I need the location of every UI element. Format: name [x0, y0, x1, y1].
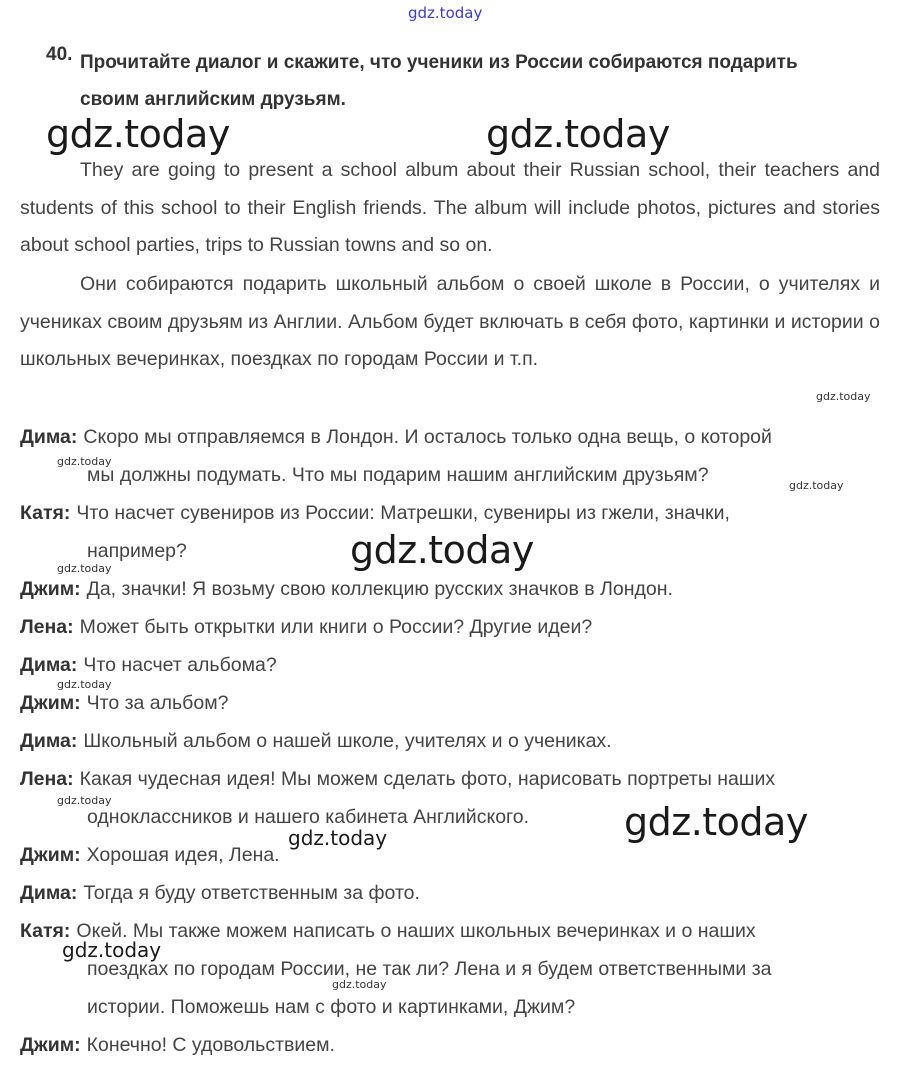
dialog-text: Школьный альбом о нашей школе, учителях и о учениках.	[83, 730, 612, 752]
dialog-text: Конечно! С удовольствием.	[86, 1034, 335, 1056]
dialog-text: например?	[87, 540, 187, 562]
watermark-small: gdz.today	[789, 479, 844, 492]
dialog-text: мы должны подумать. Что мы подарим нашим английским друзьям?	[87, 464, 709, 486]
dialog-line	[20, 418, 880, 494]
dialog-text: Может быть открытки или книги о России? Другие идеи?	[79, 616, 593, 638]
speaker-label: Дима:	[20, 882, 78, 904]
task-title: Прочитайте диалог и скажите, что ученики из России собираются подарить своим английским друзьям.	[80, 52, 798, 110]
speaker-label: Дима:	[20, 730, 78, 752]
speaker-label: Джим:	[20, 1034, 81, 1056]
speaker-label: Джим:	[20, 578, 81, 600]
dialog-line	[20, 1026, 880, 1064]
dialog-text: Хорошая идея, Лена.	[86, 844, 280, 866]
watermark-big: gdz.today	[350, 528, 534, 572]
dialog-text: Скоро мы отправляемся в Лондон. И осталось только одна вещь, о которой	[83, 426, 772, 448]
watermark-top: gdz.today	[408, 4, 483, 22]
dialog-text: Что насчет альбома?	[83, 654, 277, 676]
dialog-line	[20, 608, 880, 646]
speaker-label: Лена:	[20, 616, 74, 638]
dialog-text: Окей. Мы также можем написать о наших школьных вечеринках и о наших	[76, 920, 756, 942]
speaker-label: Дима:	[20, 426, 78, 448]
watermark-small: gdz.today	[332, 978, 387, 991]
watermark-big: gdz.today	[486, 112, 670, 156]
dialog-line	[20, 570, 880, 608]
dialog-text: истории. Поможешь нам с фото и картинками, Джим?	[87, 996, 576, 1018]
dialog-line	[20, 684, 880, 722]
dialog-line	[20, 722, 880, 760]
watermark-small: gdz.today	[57, 794, 112, 807]
watermark-small: gdz.today	[57, 455, 112, 468]
dialog-text: Какая чудесная идея! Мы можем сделать фото, нарисовать портреты наших	[79, 768, 776, 790]
dialog-line	[20, 760, 880, 836]
dialog-text: Да, значки! Я возьму свою коллекцию русских значков в Лондон.	[86, 578, 673, 600]
watermark-small: gdz.today	[57, 562, 112, 575]
watermark-big: gdz.today	[46, 112, 230, 156]
dialog-line	[20, 494, 880, 570]
dialog-text: Что насчет сувениров из России: Матрешки, сувениры из гжели, значки,	[76, 502, 730, 524]
dialog-text: поездках по городам России, не так ли? Лена и я будем ответственными за	[87, 958, 772, 980]
speaker-label: Дима:	[20, 654, 78, 676]
watermark-small: gdz.today	[57, 678, 112, 691]
dialog-text: одноклассников и нашего кабинета Английского.	[87, 806, 529, 828]
watermark-big: gdz.today	[624, 800, 808, 844]
answer-russian: Они собираются подарить школьный альбом о своей школе в России, о учителях и учениках своим друзьям из Англии. Альбом будет включать в себя фото, картинки и истории о школьных вечеринках, поездках по городам России и т.п.	[20, 273, 880, 370]
speaker-label: Джим:	[20, 844, 81, 866]
watermark-medium: gdz.today	[288, 826, 388, 850]
dialog-line	[20, 912, 880, 1026]
task-number: 40.	[46, 44, 73, 65]
watermark-medium: gdz.today	[62, 938, 162, 962]
speaker-label: Катя:	[20, 920, 71, 942]
dialog-line	[20, 646, 880, 684]
dialog-line	[20, 874, 880, 912]
dialog-line	[20, 836, 880, 874]
watermark-small: gdz.today	[816, 390, 871, 403]
dialog-text: Тогда я буду ответственным за фото.	[83, 882, 420, 904]
answer-english: They are going to present a school album about their Russian school, their teachers and students of this school to their English friends. The album will include photos, pictures and stories about school parties, trips to Russian towns and so on.	[20, 159, 880, 256]
dialog-text: Что за альбом?	[86, 692, 229, 714]
speaker-label: Катя:	[20, 502, 71, 524]
speaker-label: Лена:	[20, 768, 74, 790]
speaker-label: Джим:	[20, 692, 81, 714]
